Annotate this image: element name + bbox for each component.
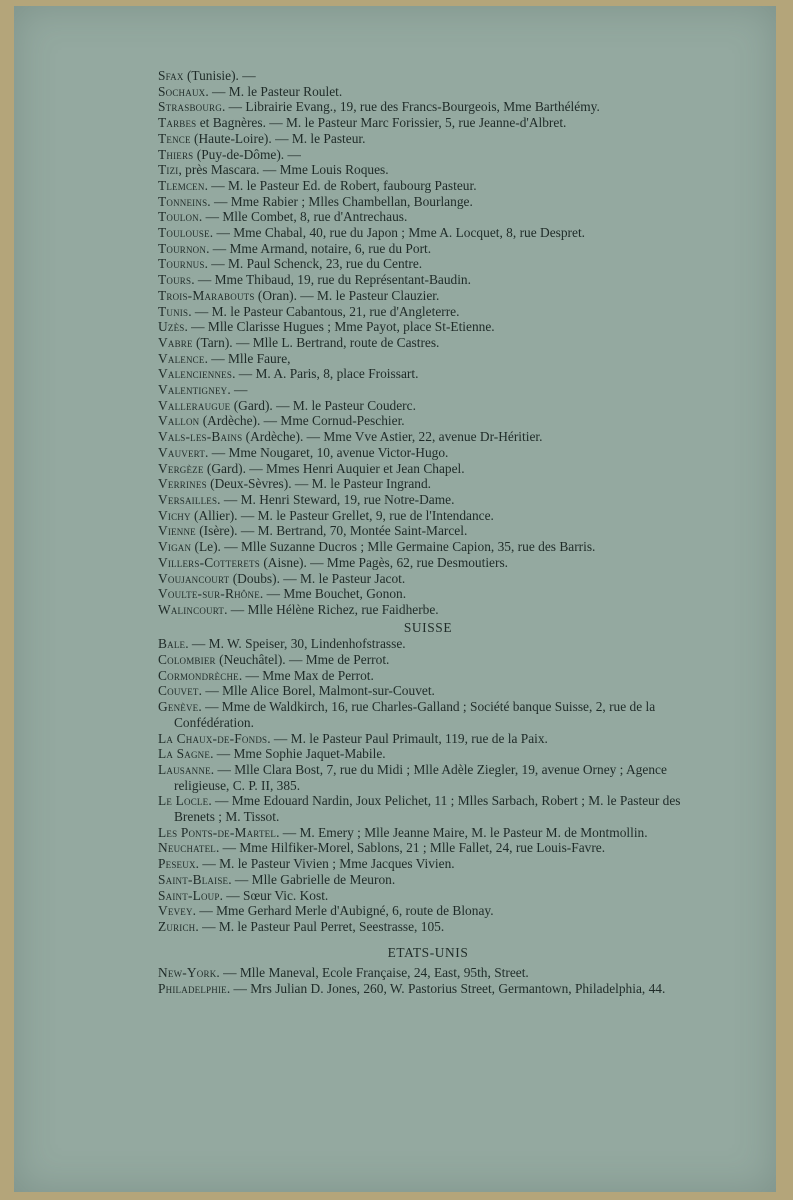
entry-place: La Sagne [158,746,211,762]
entry-details: . — Mlle Maneval, Ecole Française, 24, East, 95th, Street. [216,965,529,981]
entry-details: . — M. le Pasteur Roulet. [205,83,343,99]
directory-entry [158,335,698,351]
entry-place: Tizi [158,162,179,178]
entry-details: . — Mlle Clara Bost, 7, rue du Midi ; Mlle Adèle Ziegler, 19, avenue Orney ; Agence religieuse, C. P. II, 385. [174,761,667,793]
entry-details: . — M. le Pasteur Paul Primault, 119, rue de la Paix. [267,730,548,746]
entry-details: (Allier). — M. le Pasteur Grellet, 9, rue de l'Intendance. [190,507,494,523]
entry-place: Villers-Cotterets [158,554,260,570]
entry-details: (Aisne). — Mme Pagès, 62, rue Desmoutiers. [259,554,509,570]
entry-place: Uzès [158,319,185,335]
directory-entry [158,825,698,841]
entry-place: Verrines [158,476,207,492]
directory-entry [158,194,698,210]
entry-details: . — M. Emery ; Mlle Jeanne Maire, M. le Pasteur M. de Montmollin. [276,824,648,840]
directory-entry [158,872,698,888]
entry-details: . — M. Henri Steward, 19, rue Notre-Dame. [217,491,455,507]
entry-place: Toulouse [158,225,210,241]
directory-entry [158,413,698,429]
directory-entry [158,888,698,904]
directory-entry [158,84,698,100]
entry-details: . — Mlle Hélène Richez, rue Faidherbe. [224,601,439,617]
directory-entry [158,429,698,445]
entry-details: . — Mme Thibaud, 19, rue du Représentant-Baudin. [191,272,471,288]
heading-suisse: SUISSE [403,619,453,635]
entry-details: . — Mme Chabal, 40, rue du Japon ; Mme A. Locquet, 8, rue Despret. [209,225,586,241]
entry-details: . — Mlle Clarisse Hugues ; Mme Payot, place St-Etienne. [184,319,495,335]
entry-details: . — Mme Gerhard Merle d'Aubigné, 6, route de Blonay. [192,903,494,919]
directory-entry [158,539,698,555]
entry-place: La Chaux-de-Fonds [158,730,268,746]
entry-place: Tence [158,130,191,146]
entry-details: . — M. le Pasteur Cabantous, 21, rue d'Angleterre. [188,303,460,319]
directory-entry [158,398,698,414]
entry-place: Voujancourt [158,570,230,586]
directory-entry [158,288,698,304]
entry-place: Philadelphie [158,981,227,997]
directory-entry [158,508,698,524]
entry-details: . — Mme Max de Perrot. [238,667,374,683]
entry-details: (Tunisie). — [183,68,256,83]
directory-entry [158,840,698,856]
directory-text [158,68,698,997]
entry-details: , près Mascara. — Mme Louis Roques. [178,162,389,178]
entry-details: (Neuchâtel). — Mme de Perrot. [215,652,390,668]
entry-place: Tunis [158,303,189,319]
entry-details: . — [227,382,248,398]
section-etats-unis [158,965,698,996]
entry-details: . — M. W. Speiser, 30, Lindenhofstrasse. [185,636,406,652]
entry-place: Valence [158,350,205,366]
entry-details: . — Mme Hilfiker-Morel, Sablons, 21 ; Mlle Fallet, 24, rue Louis-Favre. [215,840,606,856]
directory-entry [158,445,698,461]
entry-details: . — M. A. Paris, 8, place Froissart. [232,366,419,382]
directory-entry [158,99,698,115]
directory-entry [158,523,698,539]
entry-place: Tournon [158,240,207,256]
entry-place: Vauvert [158,444,206,460]
entry-details: . — Sœur Vic. Kost. [219,887,329,903]
directory-entry [158,272,698,288]
directory-entry [158,162,698,178]
entry-details: . — Mme Nougaret, 10, avenue Victor-Hugo. [205,444,449,460]
directory-entry [158,256,698,272]
entry-place: Voulte-sur-Rhône [158,586,260,602]
entry-place: Valleraugue [158,397,231,413]
entry-place: Couvet [158,683,199,699]
directory-entry [158,492,698,508]
directory-entry [158,351,698,367]
directory-entry [158,981,698,997]
entry-place: Colombier [158,652,216,668]
entry-place: Lausanne [158,761,211,777]
entry-place: Genève [158,699,199,715]
entry-place: Tlemcen [158,177,205,193]
entry-place: Thiers [158,146,194,162]
entry-details: . — M. Paul Schenck, 23, rue du Centre. [204,256,423,272]
entry-place: Valentigney [158,382,228,398]
entry-details: (Tarn). — Mlle L. Bertrand, route de Castres. [192,334,440,350]
entry-details: . — Mme Sophie Jaquet-Mabile. [210,746,386,762]
entry-place: Zurich [158,918,196,934]
entry-details: et Bagnères. — M. le Pasteur Marc Forissier, 5, rue Jeanne-d'Albret. [196,115,567,131]
directory-entry [158,586,698,602]
directory-entry [158,304,698,320]
directory-entry [158,131,698,147]
entry-place: Saint-Loup [158,887,220,903]
entry-details: (Ardèche). — Mme Vve Astier, 22, avenue Dr-Héritier. [242,429,543,445]
entry-place: Vabre [158,334,193,350]
directory-entry [158,731,698,747]
directory-entry [158,147,698,163]
entry-place: Valenciennes [158,366,233,382]
directory-entry [158,762,698,793]
directory-entry [158,683,698,699]
directory-entry [158,652,698,668]
entry-place: Tournus [158,256,205,272]
entry-details: (Ardèche). — Mme Cornud-Peschier. [199,413,405,429]
entry-details: . — Mme Edouard Nardin, Joux Pelichet, 11 ; Mlles Sarbach, Robert ; M. le Pasteur des Brenets ; M. Tissot. [174,793,681,825]
directory-entry [158,856,698,872]
entry-details: (Le). — Mlle Suzanne Ducros ; Mlle Germaine Capion, 35, rue des Barris. [191,539,596,555]
directory-entry [158,461,698,477]
directory-entry [158,919,698,935]
directory-entry [158,382,698,398]
entry-details: . — M. le Pasteur Ed. de Robert, faubourg Pasteur. [204,177,477,193]
entry-details: . — Mlle Alice Borel, Malmont-sur-Couvet. [198,683,435,699]
entry-place: Les Ponts-de-Martel [158,824,277,840]
entry-place: Vergèze [158,460,204,476]
directory-entry [158,636,698,652]
entry-details: . — Mlle Combet, 8, rue d'Antrechaus. [198,209,408,225]
entry-details: (Gard). — M. le Pasteur Couderc. [230,397,416,413]
entry-details: . — Mme Bouchet, Gonon. [259,586,407,602]
directory-entry [158,115,698,131]
directory-entry [158,746,698,762]
entry-details: (Gard). — Mmes Henri Auquier et Jean Chapel. [203,460,465,476]
entry-place: Walincourt [158,601,225,617]
directory-entry [158,965,698,981]
entry-place: Neuchatel [158,840,216,856]
entry-details: . — Mme Rabier ; Mlles Chambellan, Bourlange. [207,193,473,209]
entry-details: . — Mme de Waldkirch, 16, rue Charles-Galland ; Société banque Suisse, 2, rue de la Confédération. [174,699,656,730]
entry-place: Vigan [158,539,192,555]
section-suisse [158,636,698,934]
entry-details: . — Librairie Evang., 19, rue des Francs-Bourgeois, Mme Barthélémy. [221,99,600,115]
entry-details: . — Mme Armand, notaire, 6, rue du Port. [206,240,432,256]
entry-place: Le Locle [158,793,209,809]
entry-details: . — Mrs Julian D. Jones, 260, W. Pastorius Street, Germantown, Philadelphia, 44. [226,981,666,997]
entry-details: . — Mlle Gabrielle de Meuron. [228,871,396,887]
directory-entry [158,793,698,824]
entry-details: (Haute-Loire). — M. le Pasteur. [190,130,366,146]
entry-place: Saint-Blaise [158,871,229,887]
entry-details: (Oran). — M. le Pasteur Clauzier. [254,287,440,303]
entry-place: Vienne [158,523,196,539]
directory-entry [158,68,698,84]
entry-details: (Doubs). — M. le Pasteur Jacot. [229,570,406,586]
entry-place: Peseux [158,856,196,872]
entry-place: Vichy [158,507,191,523]
page [14,6,776,1192]
entry-place: Tours [158,272,192,288]
directory-entry [158,555,698,571]
entry-details: (Puy-de-Dôme). — [193,146,301,162]
entry-place: Sochaux [158,83,206,99]
entry-place: Vallon [158,413,200,429]
entry-place: Sfax [158,68,184,83]
directory-entry [158,668,698,684]
directory-entry [158,225,698,241]
entry-details: (Isère). — M. Bertrand, 70, Montée Saint-Marcel. [195,523,468,539]
directory-entry [158,241,698,257]
entry-place: Vals-les-Bains [158,429,243,445]
entry-place: Versailles [158,491,218,507]
entry-place: Vevey [158,903,193,919]
entry-place: Tarbes [158,115,197,131]
entry-details: . — M. le Pasteur Paul Perret, Seestrasse, 105. [195,918,445,934]
directory-entry [158,366,698,382]
directory-entry [158,476,698,492]
entry-place: Cormondrèche [158,667,239,683]
entry-place: Bale [158,636,186,652]
directory-entry [158,209,698,225]
entry-place: New-York [158,965,217,981]
directory-entry [158,178,698,194]
entry-place: Tonneins [158,193,208,209]
directory-entry [158,699,698,730]
heading-etats-unis: ETATS-UNIS [387,944,469,960]
directory-entry [158,571,698,587]
directory-entry [158,602,698,618]
section-france [158,68,698,618]
entry-details: . — Mlle Faure, [204,350,291,366]
entry-details: (Deux-Sèvres). — M. le Pasteur Ingrand. [206,476,432,492]
entry-place: Trois-Marabouts [158,287,255,303]
entry-details: . — M. le Pasteur Vivien ; Mme Jacques Vivien. [195,856,455,872]
entry-place: Strasbourg [158,99,222,115]
entry-place: Toulon [158,209,199,225]
directory-entry [158,319,698,335]
directory-entry [158,903,698,919]
